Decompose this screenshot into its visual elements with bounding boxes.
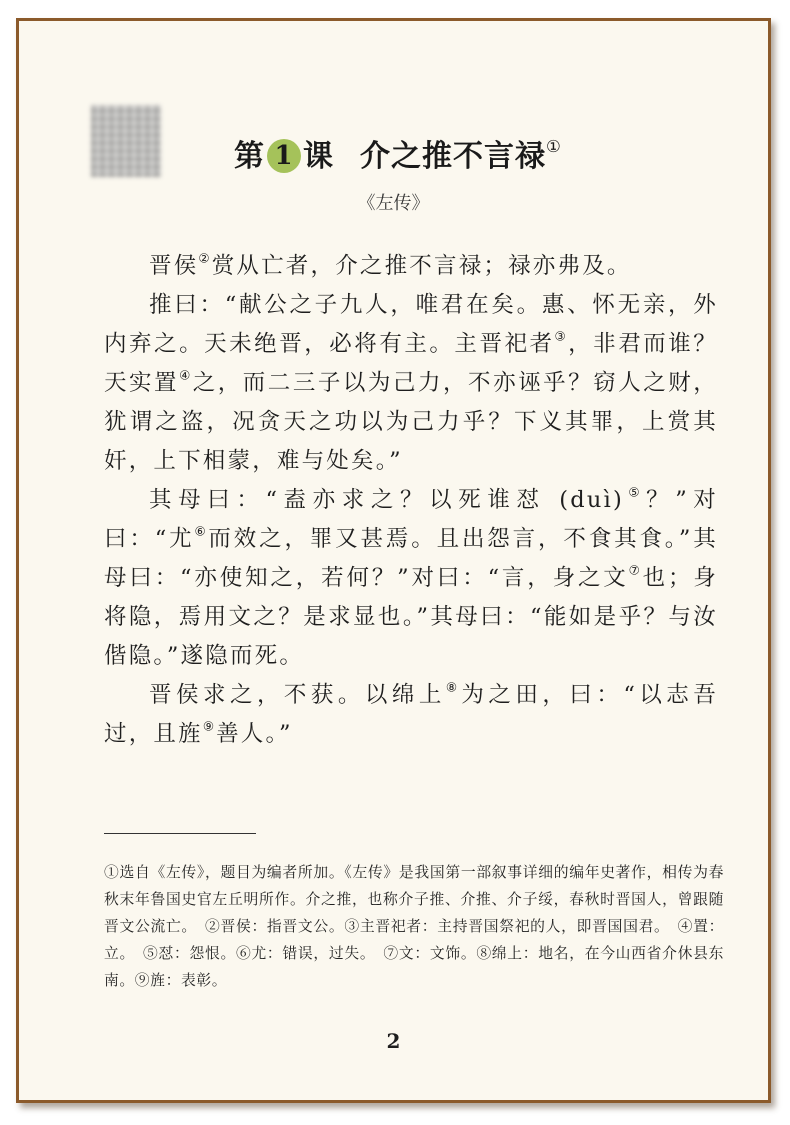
lesson-label-suffix: 课 — [303, 139, 334, 174]
lesson-title-text: 介之推不言禄 — [360, 139, 546, 174]
qr-code-icon — [91, 105, 161, 177]
lesson-number-badge: 1 — [267, 139, 301, 173]
text-segment: ，非君而谁？天实置 — [104, 331, 719, 396]
footnotes: ①选自《左传》，题目为编者所加。《左传》是我国第一部叙事详细的编年史著作，相传为春秋末年鲁国史官左丘明所作。介之推，也称介子推、介推、介子绥，春秋时晋国人，曾跟随晋文公流亡。 ②晋侯：指晋文公。③主晋祀者：主持晋国祭祀的人，即晋国国君。 ④置：立。 ⑤怼：怨恨。⑥尤：错误，过失。 ⑦文：文饰。⑧绵上：地名，在今山西省介休县东南。⑨旌：表彰。 — [104, 864, 724, 989]
text-segment: ？”对曰：“尤 — [104, 487, 719, 552]
body-text — [104, 247, 718, 754]
lesson-label-prefix: 第 — [234, 139, 265, 174]
text-segment: 晋侯求之，不获。以绵上 — [149, 682, 446, 708]
text-segment: 之，而二三子以为己力，不亦诬乎？窃人之财，犹谓之盗，况贪天之功以为己力乎？下义其罪，上赏其奸，上下相蒙，难与处矣。” — [104, 370, 719, 474]
page-number: 2 — [386, 1029, 401, 1053]
footnote-marker: ⑦ — [628, 563, 643, 578]
text-segment: 为之田，曰：“以志吾过，且旌 — [104, 682, 718, 747]
text-segment: 善人。” — [216, 721, 293, 747]
paragraph — [104, 247, 718, 286]
book-page — [16, 18, 771, 1103]
title-footnote-marker: ① — [546, 136, 562, 156]
text-segment: 也；身将隐，焉用文之？是求显也。”其母曰：“能如是乎？与汝偕隐。”遂隐而死。 — [104, 565, 718, 669]
text-segment: 其母曰：“盍亦求之？以死谁怼 (duì) — [149, 487, 624, 513]
text-segment: 而效之，罪又甚焉。且出怨言，不食其食。”其母曰：“亦使知之，若何？”对曰：“言，身之文 — [104, 526, 718, 591]
lesson-title — [234, 131, 562, 175]
footnote-marker: ⑧ — [445, 680, 462, 695]
source-label: 《左传》 — [357, 193, 430, 214]
text-segment: 赏从亡者，介之推不言禄；禄亦弗及。 — [211, 253, 632, 279]
paragraph — [104, 481, 718, 676]
footnote-marker: ② — [198, 251, 212, 266]
footnote-marker: ⑤ — [623, 485, 647, 500]
text-segment: 晋侯 — [149, 253, 199, 279]
footnote-marker: ⑥ — [194, 524, 209, 539]
footnote-marker: ⑨ — [202, 719, 217, 734]
text-segment: 推曰：“献公之子九人，唯君在矣。惠、怀无亲，外内弃之。天未绝晋，必将有主。主晋祀者 — [104, 292, 718, 357]
paragraph — [104, 676, 718, 754]
paragraph — [104, 286, 718, 481]
footnote-marker: ③ — [554, 329, 569, 344]
footnote-marker: ④ — [179, 368, 193, 383]
footnote-divider — [104, 833, 256, 834]
